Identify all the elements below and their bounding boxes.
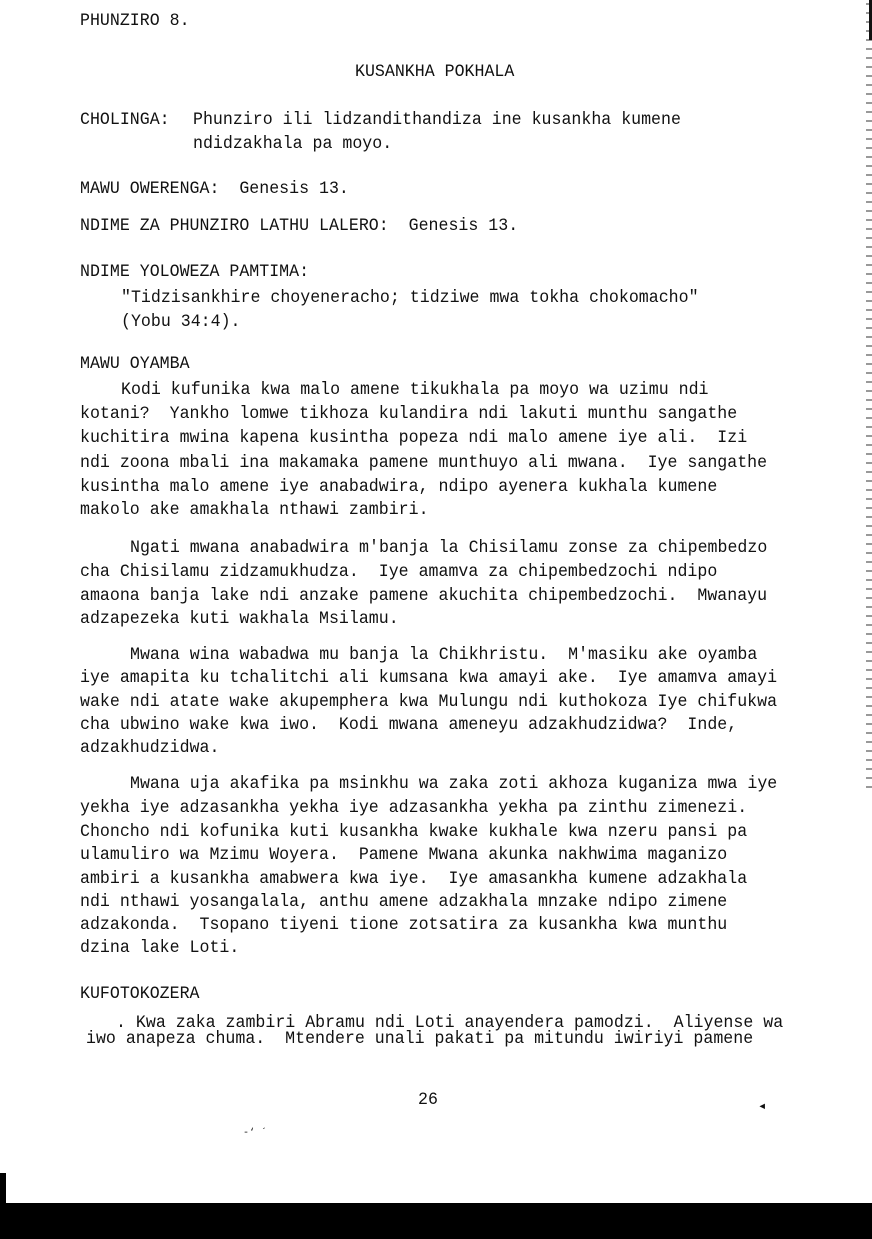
text-line: cha Chisilamu zidzamukhudza. Iye amamva za chipembedzochi ndipo xyxy=(80,561,718,582)
text-line: amaona banja lake ndi anzake pamene akuchita chipembedzochi. Mwanayu xyxy=(80,585,768,606)
section-heading-explanation: KUFOTOKOZERA xyxy=(80,983,200,1004)
text-line: ambiri a kusankha amabwera kwa iye. Iye amasankha kumene adzakhala xyxy=(80,868,748,889)
page-number: 26 xyxy=(418,1089,438,1110)
memory-verse-label: NDIME YOLOWEZA PAMTIMA: xyxy=(80,261,310,282)
text-line: adzakhudzidwa. xyxy=(80,737,220,758)
cholinga-line: ndidzakhala pa moyo. xyxy=(193,133,393,154)
text-line: iwo anapeza chuma. Mtendere unali pakati pa mitundu iwiriyi pamene xyxy=(86,1028,754,1049)
scan-corner-artifact xyxy=(0,1173,6,1203)
text-line: cha ubwino wake kwa iwo. Kodi mwana ameneyu adzakhudzidwa? Inde, xyxy=(80,714,738,735)
text-line: adzakonda. Tsopano tiyeni tione zotsatira za kusankha kwa munthu xyxy=(80,914,728,935)
text-line: kusintha malo amene iye anabadwira, ndipo ayenera kukhala kumene xyxy=(80,476,718,497)
text-line: ndi nthawi yosangalala, anthu amene adzakhala mnzake ndipo zimene xyxy=(80,891,728,912)
text-line: Choncho ndi kofunika kuti kusankha kwake kukhale kwa nzeru pansi pa xyxy=(80,821,748,842)
reading-reference: MAWU OWERENGA: Genesis 13. xyxy=(80,178,349,199)
text-line: ulamuliro wa Mzimu Woyera. Pamene Mwana akunka nakhwima maganizo xyxy=(80,844,728,865)
text-line: Ngati mwana anabadwira m'banja la Chisilamu zonse za chipembedzo xyxy=(130,537,768,558)
text-line: iye amapita ku tchalitchi ali kumsana kwa amayi ake. Iye amamva amayi xyxy=(80,667,778,688)
text-line: Mwana uja akafika pa msinkhu wa zaka zoti akhoza kuganiza mwa iye xyxy=(130,773,778,794)
text-line: ndi zoona mbali ina makamaka pamene munthuyo ali mwana. Iye sangathe xyxy=(80,452,768,473)
memory-verse-line: (Yobu 34:4). xyxy=(121,311,241,332)
scan-bottom-border xyxy=(0,1203,872,1239)
text-line: kotani? Yankho lomwe tikhoza kulandira ndi lakuti munthu sangathe xyxy=(80,403,738,424)
scan-speck: -‘ ´ xyxy=(243,1128,268,1139)
lesson-number: PHUNZIRO 8. xyxy=(80,10,190,31)
text-line: Kodi kufunika kwa malo amene tikukhala pa moyo wa uzimu ndi xyxy=(121,379,709,400)
text-line: dzina lake Loti. xyxy=(80,937,240,958)
scan-speck: ◂ xyxy=(758,1099,767,1115)
text-line: wake ndi atate wake akupemphera kwa Mulungu ndi kuthokoza Iye chifukwa xyxy=(80,691,778,712)
cholinga-line: Phunziro ili lidzandithandiza ine kusankha kumene xyxy=(193,109,681,130)
section-heading-intro: MAWU OYAMBA xyxy=(80,353,190,374)
text-line: yekha iye adzasankha yekha iye adzasankha yekha pa zinthu zimenezi. xyxy=(80,797,748,818)
cholinga-label: CHOLINGA: xyxy=(80,109,170,130)
page-title: KUSANKHA POKHALA xyxy=(355,61,515,82)
lesson-verses: NDIME ZA PHUNZIRO LATHU LALERO: Genesis 13. xyxy=(80,215,519,236)
text-line: . Kwa zaka zambiri Abramu ndi Loti anayendera pamodzi. Aliyense wa xyxy=(116,1012,784,1033)
text-line: Mwana wina wabadwa mu banja la Chikhristu. M'masiku ake oyamba xyxy=(130,644,758,665)
memory-verse-line: "Tidzisankhire choyeneracho; tidziwe mwa tokha chokomacho" xyxy=(121,287,699,308)
text-line: makolo ake amakhala nthawi zambiri. xyxy=(80,499,429,520)
text-line: adzapezeka kuti wakhala Msilamu. xyxy=(80,608,399,629)
text-line: kuchitira mwina kapena kusintha popeza ndi malo amene iye ali. Izi xyxy=(80,427,748,448)
scan-edge-artifact xyxy=(866,0,872,790)
